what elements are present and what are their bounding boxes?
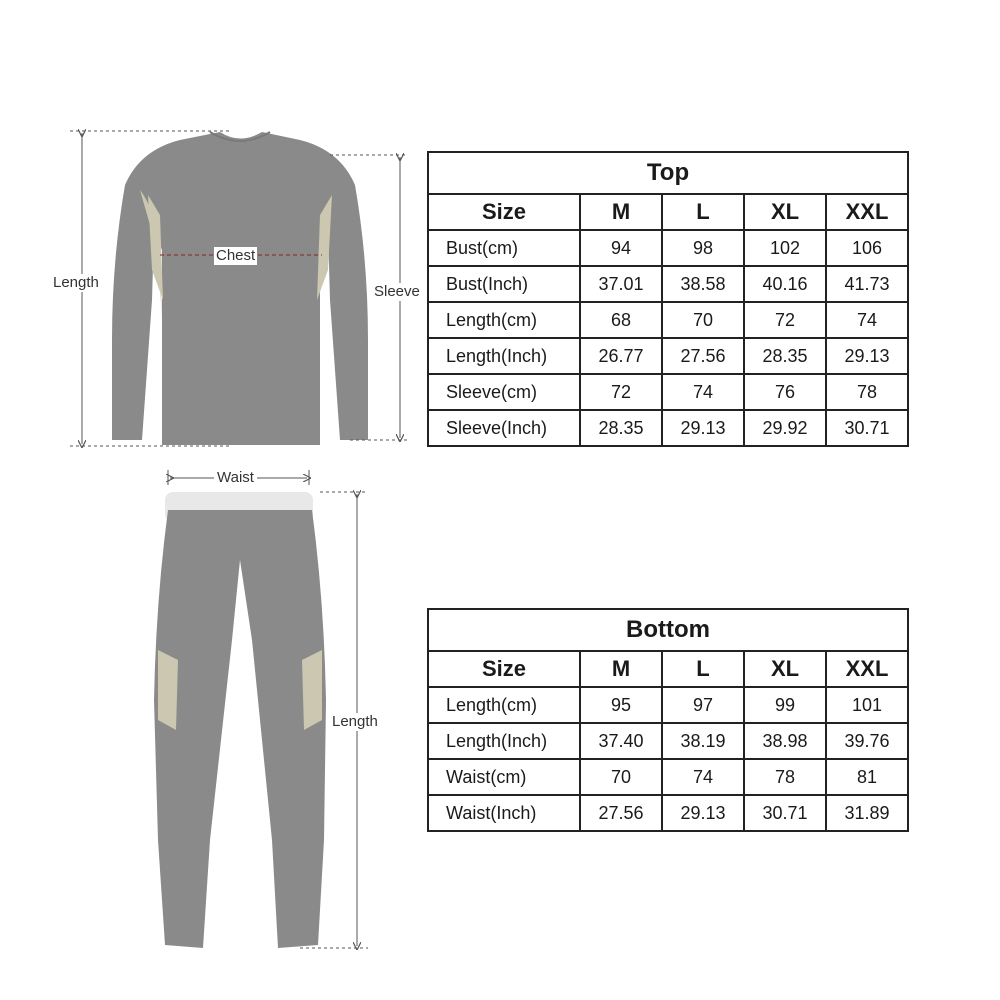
table-cell: 29.13 [662, 410, 744, 446]
table-cell: 27.56 [662, 338, 744, 374]
table-cell: 29.13 [662, 795, 744, 831]
table-cell: 37.40 [580, 723, 662, 759]
table-cell: 31.89 [826, 795, 908, 831]
header-cell: XL [744, 194, 826, 230]
table-cell: 38.98 [744, 723, 826, 759]
header-cell: M [580, 194, 662, 230]
table-header-row [428, 194, 908, 230]
table-cell: 74 [662, 374, 744, 410]
table-row [428, 302, 908, 338]
table-cell: 29.13 [826, 338, 908, 374]
bottom-size-table [427, 608, 909, 832]
row-label: Waist(cm) [428, 759, 580, 795]
header-cell: XXL [826, 194, 908, 230]
header-cell: Size [428, 651, 580, 687]
header-cell: Size [428, 194, 580, 230]
table-cell: 70 [580, 759, 662, 795]
table-header-row [428, 651, 908, 687]
table-cell: 27.56 [580, 795, 662, 831]
table-cell: 102 [744, 230, 826, 266]
table-cell: 39.76 [826, 723, 908, 759]
shirt-body [112, 132, 368, 445]
table-cell: 97 [662, 687, 744, 723]
table-cell: 106 [826, 230, 908, 266]
table-cell: 76 [744, 374, 826, 410]
table-row [428, 230, 908, 266]
table-cell: 98 [662, 230, 744, 266]
bottom-table-title: Bottom [428, 609, 908, 651]
table-cell: 74 [662, 759, 744, 795]
table-cell: 81 [826, 759, 908, 795]
header-cell: L [662, 651, 744, 687]
table-row [428, 687, 908, 723]
table-row [428, 723, 908, 759]
row-label: Waist(Inch) [428, 795, 580, 831]
top-table-title: Top [428, 152, 908, 194]
table-row [428, 410, 908, 446]
row-label: Sleeve(Inch) [428, 410, 580, 446]
pants-body [154, 510, 326, 948]
table-cell: 30.71 [744, 795, 826, 831]
length-label-top: Length [53, 274, 99, 291]
table-cell: 101 [826, 687, 908, 723]
sleeve-label: Sleeve [374, 283, 420, 300]
table-cell: 72 [744, 302, 826, 338]
row-label: Length(Inch) [428, 723, 580, 759]
table-cell: 38.19 [662, 723, 744, 759]
table-row [428, 338, 908, 374]
table-cell: 99 [744, 687, 826, 723]
table-row [428, 266, 908, 302]
table-cell: 78 [744, 759, 826, 795]
row-label: Length(cm) [428, 687, 580, 723]
top-size-table [427, 151, 909, 447]
table-cell: 37.01 [580, 266, 662, 302]
table-cell: 78 [826, 374, 908, 410]
table-cell: 40.16 [744, 266, 826, 302]
pants-panel-right [302, 650, 322, 730]
table-cell: 28.35 [744, 338, 826, 374]
row-label: Length(cm) [428, 302, 580, 338]
header-cell: M [580, 651, 662, 687]
table-cell: 38.58 [662, 266, 744, 302]
row-label: Bust(Inch) [428, 266, 580, 302]
length-label-bottom: Length [332, 713, 378, 730]
row-label: Length(Inch) [428, 338, 580, 374]
table-cell: 28.35 [580, 410, 662, 446]
table-cell: 29.92 [744, 410, 826, 446]
table-cell: 41.73 [826, 266, 908, 302]
header-cell: L [662, 194, 744, 230]
table-row [428, 795, 908, 831]
pants-figure [154, 492, 326, 948]
table-cell: 74 [826, 302, 908, 338]
table-cell: 70 [662, 302, 744, 338]
table-cell: 95 [580, 687, 662, 723]
table-cell: 30.71 [826, 410, 908, 446]
pants-panel-left [158, 650, 178, 730]
waist-label: Waist [214, 469, 257, 487]
table-cell: 94 [580, 230, 662, 266]
header-cell: XXL [826, 651, 908, 687]
header-cell: XL [744, 651, 826, 687]
chest-label: Chest [216, 247, 256, 264]
row-label: Sleeve(cm) [428, 374, 580, 410]
table-cell: 68 [580, 302, 662, 338]
row-label: Bust(cm) [428, 230, 580, 266]
shirt-figure [112, 132, 368, 445]
table-cell: 72 [580, 374, 662, 410]
table-row [428, 374, 908, 410]
table-row [428, 759, 908, 795]
table-cell: 26.77 [580, 338, 662, 374]
